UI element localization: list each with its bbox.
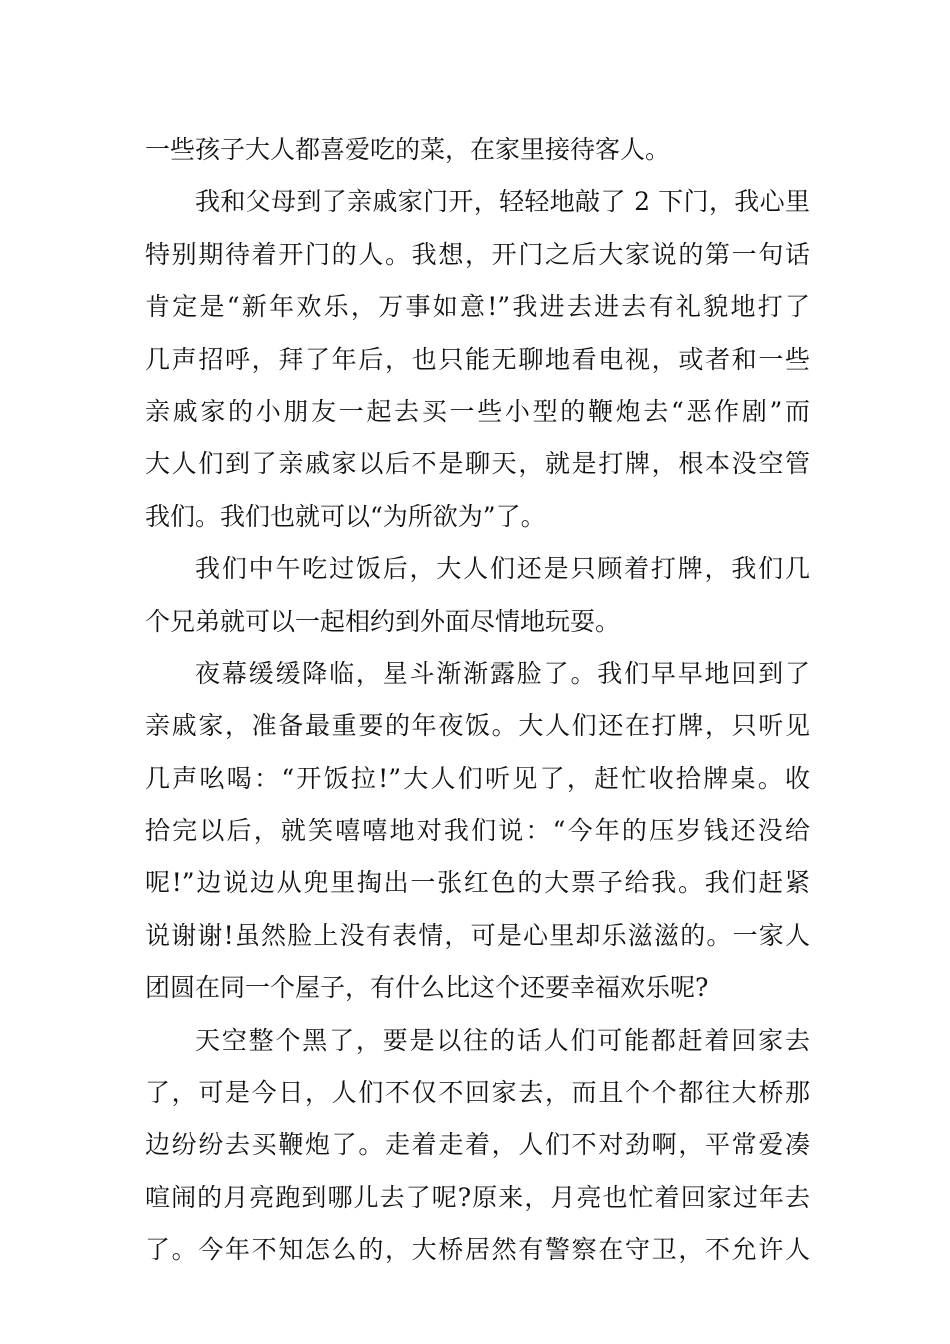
paragraph-first-line: 我和父母到了亲戚家门开，轻轻地敲了 2 下门，我心里 [195, 187, 810, 217]
text-line: 拾完以后，就笑嘻嘻地对我们说：“今年的压岁钱还没给 [145, 816, 810, 846]
text-line: 肯定是“新年欢乐，万事如意!”我进去进去有礼貌地打了 [145, 292, 810, 322]
paragraph-first-line: 夜幕缓缓降临，星斗渐渐露脸了。我们早早地回到了 [195, 658, 810, 688]
text-line: 大人们到了亲戚家以后不是聊天，就是打牌，根本没空管 [145, 449, 810, 479]
text-line: 几声吆喝：“开饭拉!”大人们听见了，赶忙收拾牌桌。收 [145, 763, 810, 793]
text-line: 个兄弟就可以一起相约到外面尽情地玩耍。 [145, 606, 621, 636]
article-body [145, 124, 810, 1277]
text-line: 一些孩子大人都喜爱吃的菜，在家里接待客人。 [145, 135, 671, 164]
text-line: 说谢谢!虽然脸上没有表情，可是心里却乐滋滋的。一家人 [145, 920, 810, 950]
text-line: 边纷纷去买鞭炮了。走着走着，人们不对劲啊，平常爱凑 [145, 1130, 810, 1160]
text-line: 亲戚家，准备最重要的年夜饭。大人们还在打牌，只听见 [145, 711, 810, 741]
paragraph-first-line: 我们中午吃过饭后，大人们还是只顾着打牌，我们几 [195, 554, 810, 584]
text-line: 了。今年不知怎么的，大桥居然有警察在守卫，不允许人 [145, 1235, 810, 1265]
text-line: 喧闹的月亮跑到哪儿去了呢?原来，月亮也忙着回家过年去 [145, 1182, 810, 1212]
text-line: 几声招呼，拜了年后，也只能无聊地看电视，或者和一些 [145, 344, 810, 374]
text-line: 我们。我们也就可以“为所欲为”了。 [145, 501, 546, 531]
text-line: 了，可是今日，人们不仅不回家去，而且个个都往大桥那 [145, 1078, 810, 1108]
text-line: 团圆在同一个屋子，有什么比这个还要幸福欢乐呢? [145, 973, 709, 1003]
text-line: 亲戚家的小朋友一起去买一些小型的鞭炮去“恶作剧”而 [145, 396, 810, 426]
text-line: 呢!”边说边从兜里掏出一张红色的大票子给我。我们赶紧 [145, 868, 810, 898]
paragraph-first-line: 天空整个黑了，要是以往的话人们可能都赶着回家去 [195, 1025, 810, 1055]
text-line: 特别期待着开门的人。我想，开门之后大家说的第一句话 [145, 239, 810, 269]
